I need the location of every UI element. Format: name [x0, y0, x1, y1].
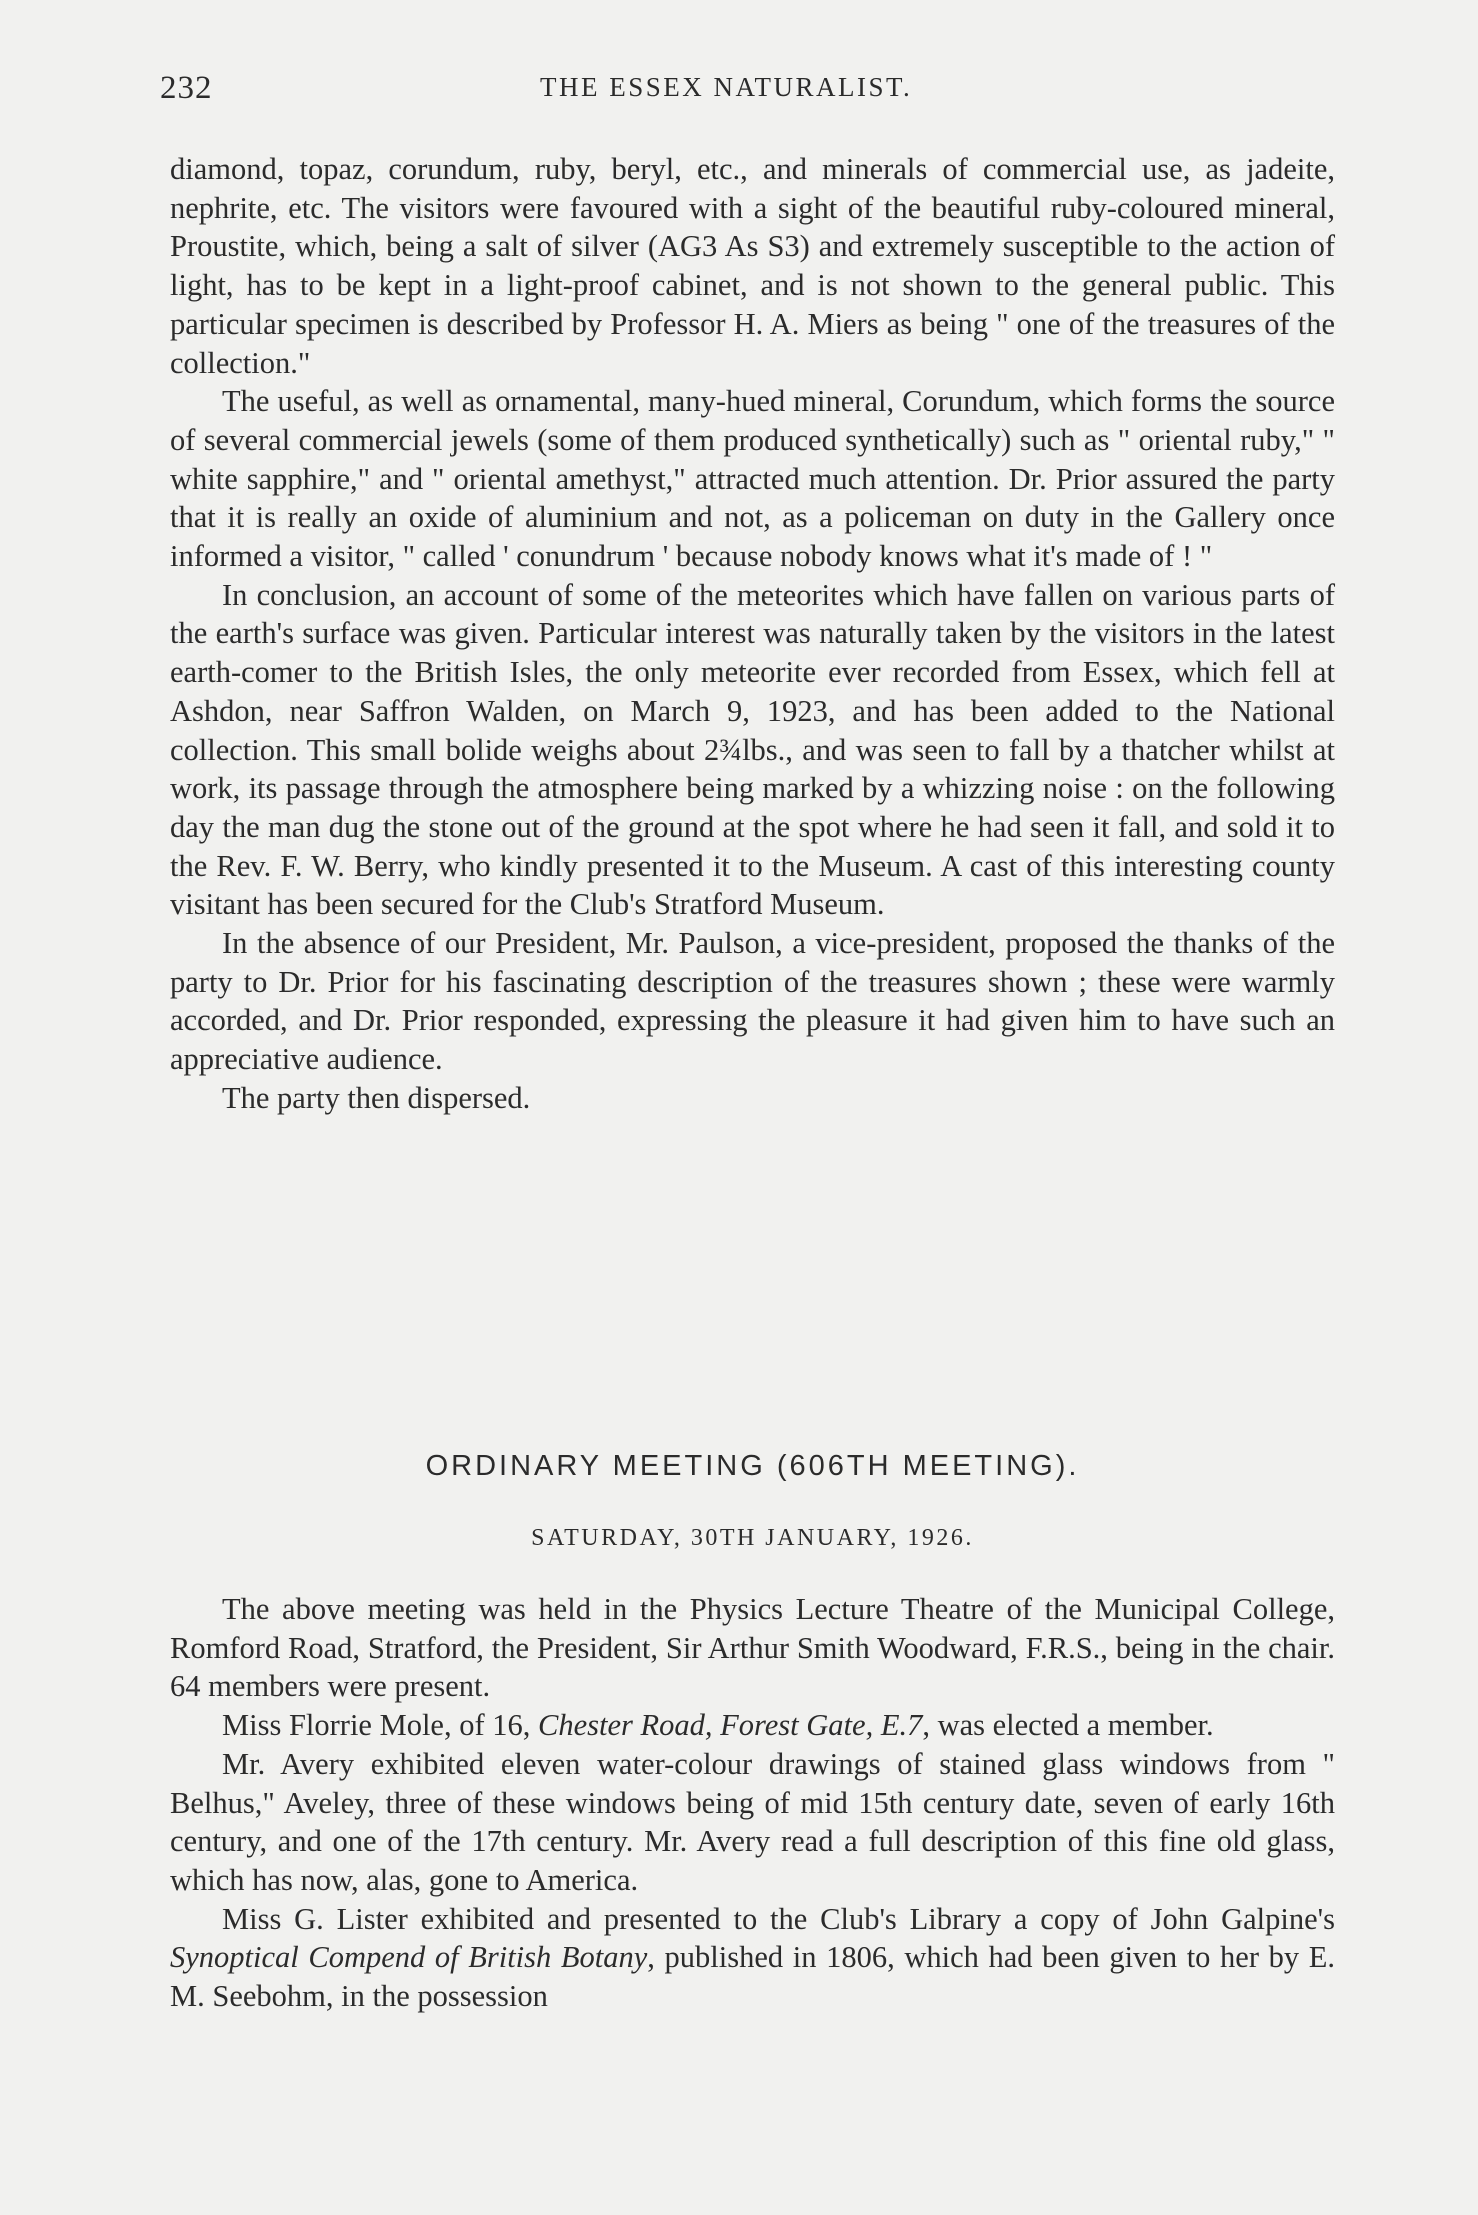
- meeting-paragraph-2-start: Miss Florrie Mole, of 16,: [222, 1708, 539, 1743]
- meeting-paragraph-2: [170, 1706, 1335, 1745]
- member-address: Chester Road, Forest Gate, E.7: [538, 1708, 923, 1743]
- paragraph-meteorites: In conclusion, an account of some of the meteorites which have fallen on various parts of the earth's surface was given. Particular interest was naturally taken by the visitors in the latest earth-comer to the British Isles, the only meteorite ever recorded from Essex, which fell at Ashdon, near Saffron Walden, on March 9, 1923, and has been added to the National collection. This small bolide weighs about 2¾lbs., and was seen to fall by a thatcher whilst at work, its passage through the atmosphere being marked by a whizzing noise : on the following day the man dug the stone out of the ground at the spot where he had seen it fall, and sold it to the Rev. F. W. Berry, who kindly presented it to the Museum. A cast of this interesting county visitant has been secured for the Club's Stratford Museum.: [170, 577, 1335, 922]
- paragraph-corundum: The useful, as well as ornamental, many-hued mineral, Corundum, which forms the source of several commercial jewels (some of them produced synthetically) such as " oriental ruby," " white sapphire," and " oriental amethyst," attracted much attention. Dr. Prior assured the party that it is really an oxide of aluminium and not, as a policeman on duty in the Gallery once informed a visitor, " called ' conundrum ' because nobody knows what it's made of ! ": [170, 384, 1335, 574]
- meeting-paragraph-1: The above meeting was held in the Physics Lecture Theatre of the Municipal College, Romford Road, Stratford, the President, Sir Arthur Smith Woodward, F.R.S., being in the chair. 64 members were present.: [170, 1592, 1335, 1704]
- meeting-paragraph-4-start: Miss G. Lister exhibited and presented to the Club's Library a copy of John Galpine's: [222, 1901, 1335, 1936]
- page-number: 232: [160, 70, 213, 106]
- meeting-body: [170, 1590, 1335, 2016]
- page-header: [160, 70, 1340, 120]
- meeting-paragraph-4: [170, 1900, 1335, 2016]
- paragraph-thanks: In the absence of our President, Mr. Paulson, a vice-president, proposed the thanks of the party to Dr. Prior for his fascinating description of the treasures shown ; these were warmly accorded, and Dr. Prior responded, expressing the pleasure it had given him to have such an appreciative audience.: [170, 926, 1335, 1077]
- meeting-section: [170, 1450, 1335, 2016]
- running-title: THE ESSEX NATURALIST.: [540, 72, 913, 102]
- article-body: [170, 150, 1335, 1118]
- meeting-paragraph-2-end: , was elected a member.: [922, 1708, 1214, 1743]
- meeting-paragraph-3: Mr. Avery exhibited eleven water-colour drawings of stained glass windows from " Belhus," Aveley, three of these windows being of mid 15th century date, seven of early 16th century, and one of the 17th century. Mr. Avery read a full description of this fine old glass, which has now, alas, gone to America.: [170, 1746, 1335, 1897]
- paragraph-dispersed: The party then dispersed.: [222, 1080, 531, 1115]
- book-title: Synoptical Compend of British Botany: [170, 1940, 648, 1975]
- paragraph-continued: diamond, topaz, corundum, ruby, beryl, etc., and minerals of commercial use, as jadeite, nephrite, etc. The visitors were favoured with a sight of the beautiful ruby-coloured mineral, Proustite, which, being a salt of silver (AG3 As S3) and extremely susceptible to the action of light, has to be kept in a light-proof cabinet, and is not shown to the general public. This particular specimen is described by Professor H. A. Miers as being " one of the treasures of the collection.": [170, 152, 1335, 380]
- meeting-heading: ORDINARY MEETING (606TH MEETING).: [425, 1450, 1080, 1482]
- meeting-date: SATURDAY, 30TH JANUARY, 1926.: [531, 1525, 974, 1551]
- meeting-paragraph-4-end: , published in 1806, which had been given to her by E. M. Seebohm, in the possession: [170, 1940, 1335, 2014]
